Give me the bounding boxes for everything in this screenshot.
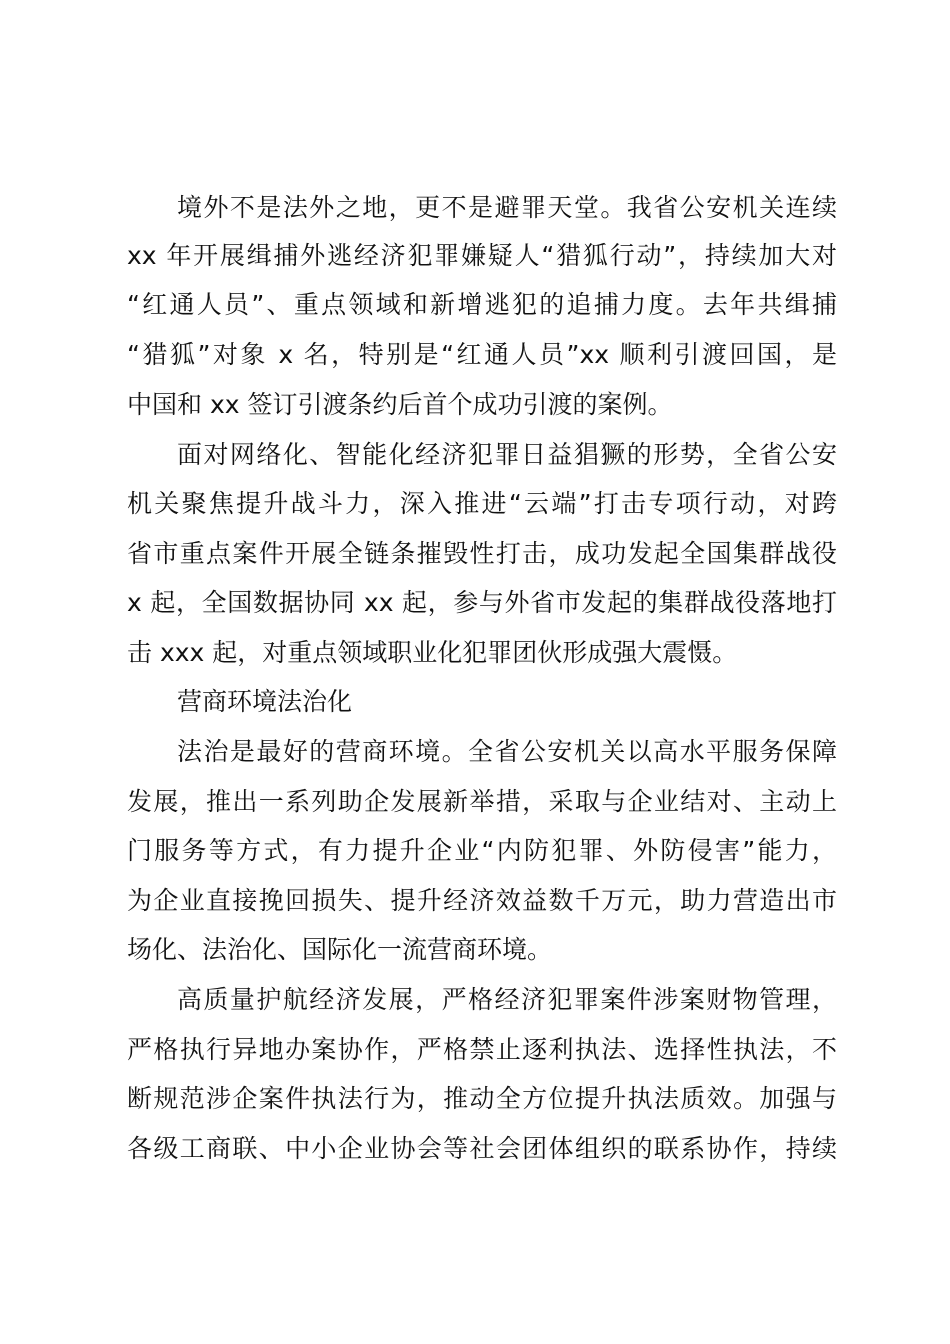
paragraph-line: “猎狐”对象 x 名，特别是“红通人员”xx 顺利引渡回国，是: [127, 340, 837, 369]
paragraph-line: 发展，推出一系列助企发展新举措，采取与企业结对、主动上: [127, 787, 837, 816]
paragraph-line: 机关聚焦提升战斗力，深入推进“云端”打击专项行动，对跨: [127, 489, 837, 518]
paragraph-line: 门服务等方式，有力提升企业“内防犯罪、外防侵害”能力，: [127, 836, 837, 865]
paragraph-line: 省市重点案件开展全链条摧毁性打击，成功发起全国集群战役: [127, 539, 837, 568]
paragraph-line: 击 xxx 起，对重点领域职业化犯罪团伙形成强大震慑。: [127, 638, 738, 667]
paragraph-line: 高质量护航经济发展，严格经济犯罪案件涉案财物管理，: [177, 985, 837, 1014]
paragraph-line: 各级工商联、中小企业协会等社会团体组织的联系协作，持续: [127, 1134, 837, 1163]
paragraph-line: 法治是最好的营商环境。全省公安机关以高水平服务保障: [177, 737, 837, 766]
paragraph-line: 中国和 xx 签订引渡条约后首个成功引渡的案例。: [127, 390, 673, 419]
paragraph-line: 为企业直接挽回损失、提升经济效益数千万元，助力营造出市: [127, 886, 837, 915]
paragraph-line: “红通人员”、重点领域和新增逃犯的追捕力度。去年共缉捕: [127, 290, 837, 319]
section-heading: 营商环境法治化: [177, 687, 353, 716]
paragraph-line: 场化、法治化、国际化一流营商环境。: [127, 935, 553, 964]
paragraph-line: 断规范涉企案件执法行为，推动全方位提升执法质效。加强与: [127, 1084, 837, 1113]
paragraph-line: xx 年开展缉捕外逃经济犯罪嫌疑人“猎狐行动”，持续加大对: [127, 241, 837, 270]
paragraph-line: 境外不是法外之地，更不是避罪天堂。我省公安机关连续: [177, 193, 837, 222]
paragraph-line: 严格执行异地办案协作，严格禁止逐利执法、选择性执法，不: [127, 1035, 837, 1064]
paragraph-line: 面对网络化、智能化经济犯罪日益猖獗的形势，全省公安: [177, 440, 837, 469]
paragraph-line: x 起，全国数据协同 xx 起，参与外省市发起的集群战役落地打: [127, 588, 837, 617]
